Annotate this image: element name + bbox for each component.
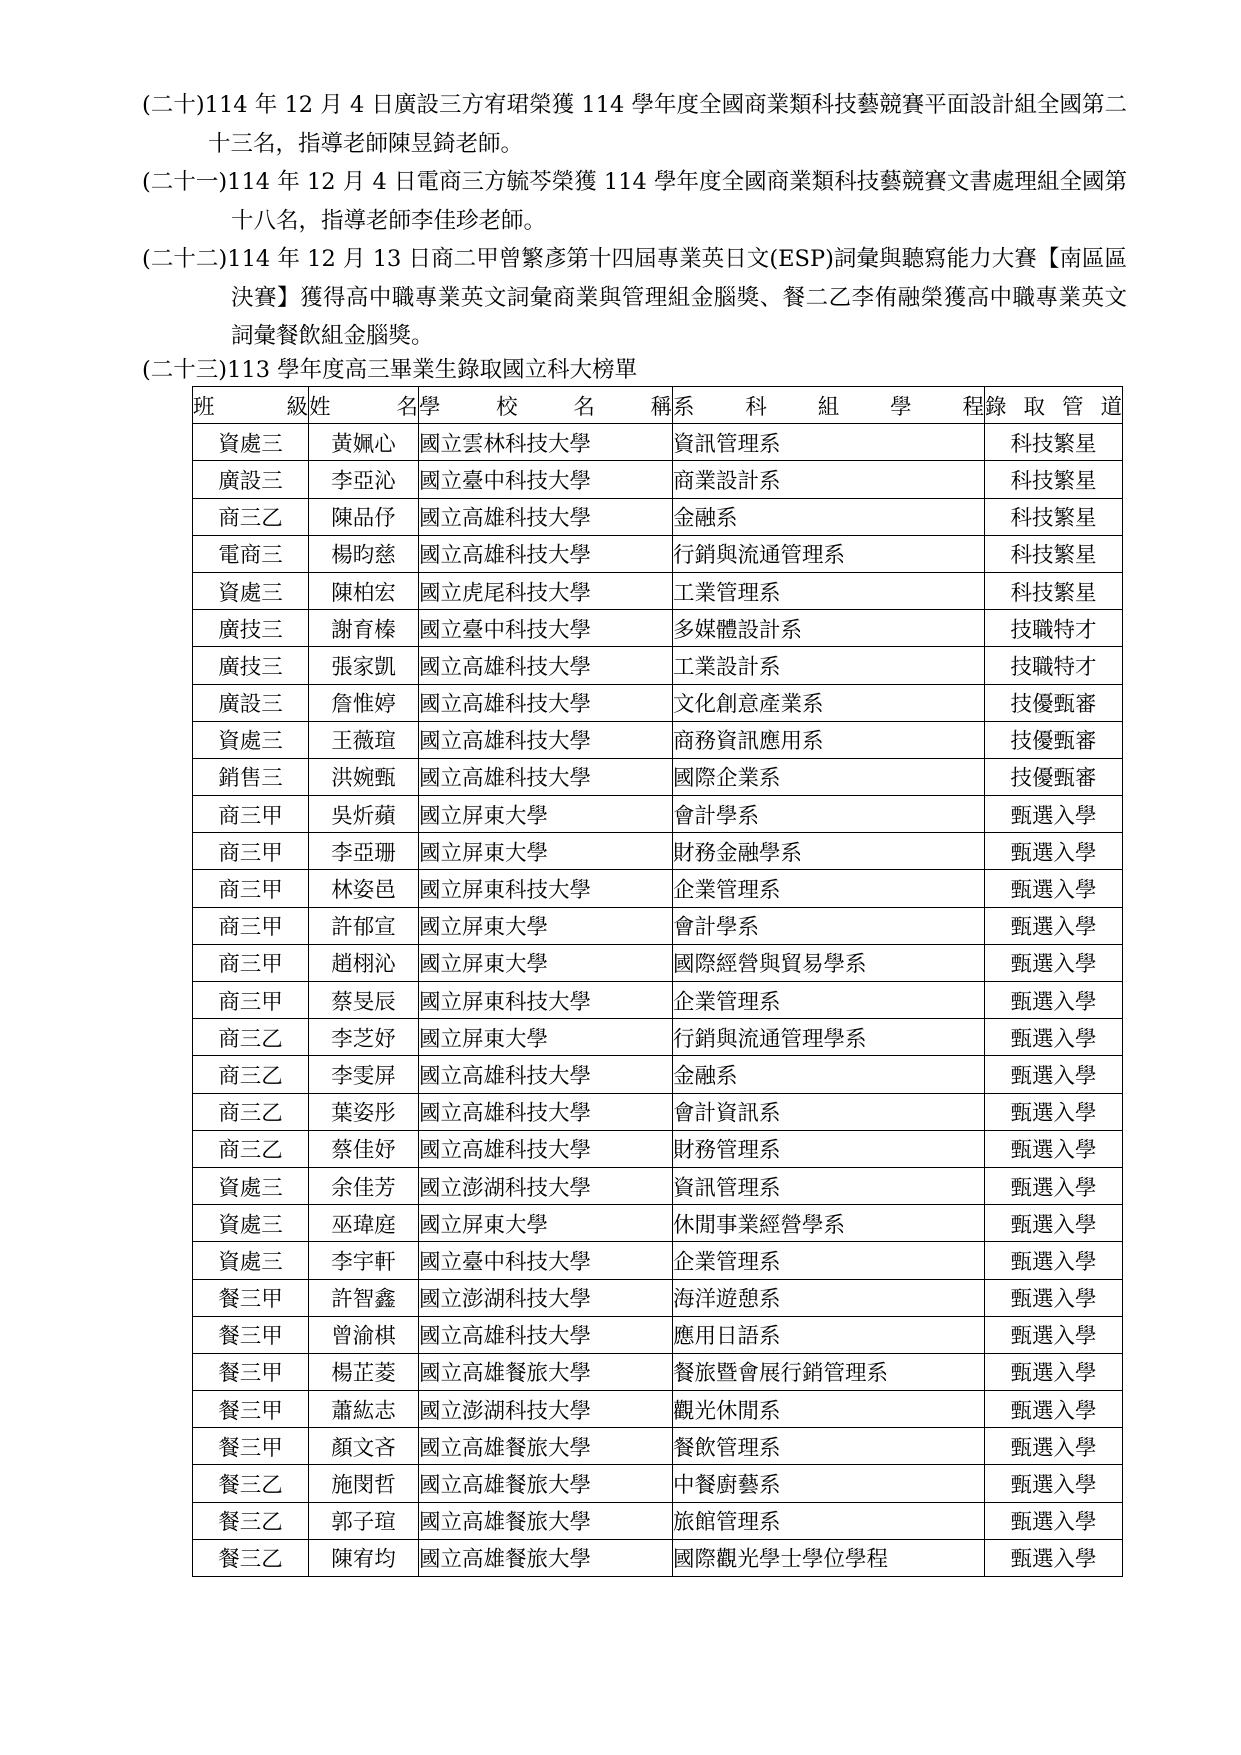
cell-class: 商三乙 (193, 1019, 309, 1056)
cell-department: 金融系 (673, 498, 985, 535)
table-row (193, 498, 1123, 535)
cell-class: 廣技三 (193, 610, 309, 647)
cell-class: 資處三 (193, 572, 309, 609)
cell-department: 行銷與流通管理學系 (673, 1019, 985, 1056)
cell-class: 餐三乙 (193, 1502, 309, 1539)
table-row (193, 1130, 1123, 1167)
cell-admission-channel: 甄選入學 (985, 1502, 1123, 1539)
cell-student-name: 蕭紘志 (309, 1391, 419, 1428)
table-row (193, 684, 1123, 721)
table-row (193, 1539, 1123, 1576)
cell-admission-channel: 技優甄審 (985, 721, 1123, 758)
cell-class: 資處三 (193, 1167, 309, 1204)
cell-admission-channel: 科技繁星 (985, 498, 1123, 535)
cell-class: 商三乙 (193, 1093, 309, 1130)
cell-department: 資訊管理系 (673, 424, 985, 461)
cell-school: 國立屏東大學 (419, 944, 673, 981)
cell-school: 國立屏東大學 (419, 1205, 673, 1242)
cell-school: 國立高雄餐旅大學 (419, 1465, 673, 1502)
cell-admission-channel: 甄選入學 (985, 1167, 1123, 1204)
cell-admission-channel: 技職特才 (985, 610, 1123, 647)
cell-department: 中餐廚藝系 (673, 1465, 985, 1502)
cell-class: 餐三乙 (193, 1539, 309, 1576)
table-row (193, 833, 1123, 870)
cell-student-name: 陳品伃 (309, 498, 419, 535)
table-row (193, 944, 1123, 981)
cell-department: 財務金融學系 (673, 833, 985, 870)
cell-student-name: 詹惟婷 (309, 684, 419, 721)
cell-department: 金融系 (673, 1056, 985, 1093)
cell-department: 企業管理系 (673, 1242, 985, 1279)
cell-department: 會計學系 (673, 907, 985, 944)
cell-school: 國立屏東科技大學 (419, 870, 673, 907)
cell-department: 文化創意產業系 (673, 684, 985, 721)
table-body (193, 424, 1123, 1577)
table-row (193, 1465, 1123, 1502)
admission-table (192, 386, 1123, 1577)
table-row (193, 461, 1123, 498)
cell-student-name: 許智鑫 (309, 1279, 419, 1316)
cell-student-name: 顏文吝 (309, 1428, 419, 1465)
table-row (193, 1279, 1123, 1316)
cell-student-name: 蔡佳妤 (309, 1130, 419, 1167)
cell-department: 國際企業系 (673, 758, 985, 795)
cell-class: 餐三甲 (193, 1428, 309, 1465)
cell-class: 廣設三 (193, 461, 309, 498)
news-item (142, 240, 1127, 356)
cell-student-name: 李芝妤 (309, 1019, 419, 1056)
cell-student-name: 施閔哲 (309, 1465, 419, 1502)
section-title-text: 113 學年度高三畢業生錄取國立科大榜單 (227, 357, 638, 383)
cell-school: 國立高雄科技大學 (419, 1093, 673, 1130)
cell-student-name: 吳炘蘋 (309, 796, 419, 833)
table-row (193, 424, 1123, 461)
item-label: (二十二) (142, 246, 228, 272)
cell-admission-channel: 科技繁星 (985, 535, 1123, 572)
cell-class: 資處三 (193, 721, 309, 758)
table-row (193, 1242, 1123, 1279)
cell-department: 國際經營與貿易學系 (673, 944, 985, 981)
cell-department: 行銷與流通管理系 (673, 535, 985, 572)
cell-admission-channel: 技優甄審 (985, 758, 1123, 795)
cell-admission-channel: 甄選入學 (985, 1205, 1123, 1242)
news-item (142, 163, 1127, 240)
cell-student-name: 郭子瑄 (309, 1502, 419, 1539)
table-row (193, 870, 1123, 907)
cell-school: 國立雲林科技大學 (419, 424, 673, 461)
table-row (193, 1502, 1123, 1539)
cell-school: 國立高雄科技大學 (419, 1316, 673, 1353)
cell-student-name: 巫瑋庭 (309, 1205, 419, 1242)
cell-class: 商三乙 (193, 1056, 309, 1093)
cell-student-name: 林姿邑 (309, 870, 419, 907)
table-row (193, 1205, 1123, 1242)
cell-school: 國立高雄科技大學 (419, 498, 673, 535)
news-items (142, 86, 1127, 356)
cell-admission-channel: 科技繁星 (985, 424, 1123, 461)
table-row (193, 572, 1123, 609)
cell-admission-channel: 科技繁星 (985, 461, 1123, 498)
cell-school: 國立虎尾科技大學 (419, 572, 673, 609)
cell-admission-channel: 甄選入學 (985, 796, 1123, 833)
item-label: (二十一) (142, 169, 228, 195)
cell-school: 國立高雄科技大學 (419, 1130, 673, 1167)
cell-class: 資處三 (193, 1205, 309, 1242)
cell-class: 電商三 (193, 535, 309, 572)
cell-admission-channel: 甄選入學 (985, 833, 1123, 870)
cell-class: 餐三甲 (193, 1391, 309, 1428)
cell-school: 國立高雄餐旅大學 (419, 1353, 673, 1390)
cell-student-name: 陳宥均 (309, 1539, 419, 1576)
cell-class: 餐三甲 (193, 1316, 309, 1353)
cell-student-name: 李亞沁 (309, 461, 419, 498)
cell-department: 企業管理系 (673, 982, 985, 1019)
cell-student-name: 李雯屏 (309, 1056, 419, 1093)
header-class: 班級 (193, 387, 309, 424)
cell-student-name: 楊芷菱 (309, 1353, 419, 1390)
table-row (193, 758, 1123, 795)
item-text: 114 年 12 月 13 日商二甲曾繁彥第十四屆專業英日文(ESP)詞彙與聽寫能力大賽【南區區決賽】獲得高中職專業英文詞彙商業與管理組金腦獎、餐二乙李侑融榮獲高中職專業英文詞彙餐飲組金腦獎。 (227, 246, 1127, 349)
cell-school: 國立屏東大學 (419, 833, 673, 870)
cell-department: 商業設計系 (673, 461, 985, 498)
cell-school: 國立屏東科技大學 (419, 982, 673, 1019)
cell-department: 餐飲管理系 (673, 1428, 985, 1465)
cell-student-name: 蔡旻辰 (309, 982, 419, 1019)
cell-school: 國立澎湖科技大學 (419, 1391, 673, 1428)
section-label: (二十三) (142, 357, 228, 383)
cell-admission-channel: 甄選入學 (985, 1019, 1123, 1056)
cell-school: 國立高雄科技大學 (419, 647, 673, 684)
cell-school: 國立高雄餐旅大學 (419, 1539, 673, 1576)
cell-admission-channel: 甄選入學 (985, 1093, 1123, 1130)
cell-student-name: 余佳芳 (309, 1167, 419, 1204)
cell-school: 國立高雄科技大學 (419, 684, 673, 721)
cell-student-name: 曾渝棋 (309, 1316, 419, 1353)
cell-admission-channel: 甄選入學 (985, 907, 1123, 944)
cell-student-name: 李亞珊 (309, 833, 419, 870)
cell-student-name: 趙栩沁 (309, 944, 419, 981)
cell-admission-channel: 甄選入學 (985, 1391, 1123, 1428)
cell-class: 資處三 (193, 1242, 309, 1279)
cell-school: 國立高雄餐旅大學 (419, 1428, 673, 1465)
table-row (193, 1019, 1123, 1056)
cell-student-name: 黃姵心 (309, 424, 419, 461)
table-row (193, 1428, 1123, 1465)
cell-class: 商三甲 (193, 870, 309, 907)
cell-admission-channel: 科技繁星 (985, 572, 1123, 609)
cell-department: 休閒事業經營學系 (673, 1205, 985, 1242)
cell-school: 國立屏東大學 (419, 796, 673, 833)
table-row (193, 1093, 1123, 1130)
cell-department: 旅館管理系 (673, 1502, 985, 1539)
cell-student-name: 洪婉甄 (309, 758, 419, 795)
table-row (193, 647, 1123, 684)
cell-department: 資訊管理系 (673, 1167, 985, 1204)
cell-school: 國立屏東大學 (419, 907, 673, 944)
cell-admission-channel: 技職特才 (985, 647, 1123, 684)
cell-class: 商三甲 (193, 944, 309, 981)
cell-student-name: 張家凱 (309, 647, 419, 684)
cell-admission-channel: 甄選入學 (985, 1465, 1123, 1502)
cell-school: 國立澎湖科技大學 (419, 1279, 673, 1316)
cell-department: 工業管理系 (673, 572, 985, 609)
cell-admission-channel: 甄選入學 (985, 1428, 1123, 1465)
cell-department: 企業管理系 (673, 870, 985, 907)
news-item (142, 86, 1127, 163)
cell-school: 國立高雄科技大學 (419, 758, 673, 795)
cell-class: 商三甲 (193, 907, 309, 944)
cell-school: 國立屏東大學 (419, 1019, 673, 1056)
header-department: 系科組學程 (673, 387, 985, 424)
cell-department: 會計資訊系 (673, 1093, 985, 1130)
cell-student-name: 葉姿彤 (309, 1093, 419, 1130)
cell-school: 國立高雄科技大學 (419, 535, 673, 572)
cell-class: 餐三甲 (193, 1279, 309, 1316)
section-title (142, 352, 637, 388)
table-row (193, 610, 1123, 647)
table-row (193, 982, 1123, 1019)
cell-student-name: 王薇瑄 (309, 721, 419, 758)
cell-school: 國立臺中科技大學 (419, 461, 673, 498)
header-school: 學校名稱 (419, 387, 673, 424)
cell-department: 餐旅暨會展行銷管理系 (673, 1353, 985, 1390)
cell-class: 商三乙 (193, 1130, 309, 1167)
cell-school: 國立高雄科技大學 (419, 1056, 673, 1093)
cell-department: 國際觀光學士學位學程 (673, 1539, 985, 1576)
table-row (193, 1353, 1123, 1390)
table-row (193, 1391, 1123, 1428)
cell-admission-channel: 甄選入學 (985, 1279, 1123, 1316)
cell-department: 財務管理系 (673, 1130, 985, 1167)
cell-admission-channel: 技優甄審 (985, 684, 1123, 721)
cell-department: 工業設計系 (673, 647, 985, 684)
cell-class: 廣設三 (193, 684, 309, 721)
cell-class: 餐三甲 (193, 1353, 309, 1390)
cell-admission-channel: 甄選入學 (985, 870, 1123, 907)
cell-student-name: 謝育榛 (309, 610, 419, 647)
cell-department: 觀光休閒系 (673, 1391, 985, 1428)
table-row (193, 1167, 1123, 1204)
cell-student-name: 楊昀慈 (309, 535, 419, 572)
cell-admission-channel: 甄選入學 (985, 1242, 1123, 1279)
cell-department: 多媒體設計系 (673, 610, 985, 647)
cell-school: 國立高雄餐旅大學 (419, 1502, 673, 1539)
item-label: (二十) (142, 92, 205, 118)
cell-school: 國立臺中科技大學 (419, 610, 673, 647)
cell-class: 銷售三 (193, 758, 309, 795)
table-header-row (193, 387, 1123, 424)
cell-department: 海洋遊憩系 (673, 1279, 985, 1316)
cell-class: 資處三 (193, 424, 309, 461)
cell-class: 餐三乙 (193, 1465, 309, 1502)
cell-admission-channel: 甄選入學 (985, 982, 1123, 1019)
cell-student-name: 李宇軒 (309, 1242, 419, 1279)
table-row (193, 535, 1123, 572)
cell-department: 商務資訊應用系 (673, 721, 985, 758)
cell-student-name: 陳柏宏 (309, 572, 419, 609)
cell-class: 廣技三 (193, 647, 309, 684)
cell-admission-channel: 甄選入學 (985, 1316, 1123, 1353)
cell-school: 國立澎湖科技大學 (419, 1167, 673, 1204)
item-text: 114 年 12 月 4 日廣設三方宥珺榮獲 114 學年度全國商業類科技藝競賽平面設計組全國第二十三名，指導老師陳昱錡老師。 (204, 92, 1128, 157)
table-row (193, 796, 1123, 833)
cell-class: 商三甲 (193, 796, 309, 833)
cell-admission-channel: 甄選入學 (985, 944, 1123, 981)
table-row (193, 1056, 1123, 1093)
table-row (193, 907, 1123, 944)
cell-department: 應用日語系 (673, 1316, 985, 1353)
cell-admission-channel: 甄選入學 (985, 1130, 1123, 1167)
item-text: 114 年 12 月 4 日電商三方毓芩榮獲 114 學年度全國商業類科技藝競賽文書處理組全國第十八名，指導老師李佳珍老師。 (227, 169, 1127, 234)
cell-admission-channel: 甄選入學 (985, 1056, 1123, 1093)
cell-class: 商三乙 (193, 498, 309, 535)
cell-admission-channel: 甄選入學 (985, 1539, 1123, 1576)
header-name: 姓名 (309, 387, 419, 424)
table-row (193, 1316, 1123, 1353)
table-row (193, 721, 1123, 758)
cell-department: 會計學系 (673, 796, 985, 833)
cell-student-name: 許郁宣 (309, 907, 419, 944)
cell-school: 國立高雄科技大學 (419, 721, 673, 758)
cell-admission-channel: 甄選入學 (985, 1353, 1123, 1390)
cell-class: 商三甲 (193, 833, 309, 870)
cell-school: 國立臺中科技大學 (419, 1242, 673, 1279)
cell-class: 商三甲 (193, 982, 309, 1019)
header-admission-channel: 錄取管道 (985, 387, 1123, 424)
